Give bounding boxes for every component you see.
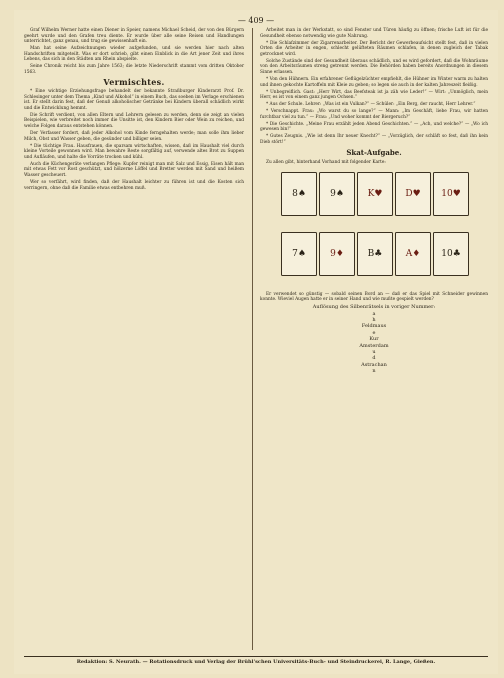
card-suit: ♣ bbox=[374, 248, 383, 259]
article-paragraph: Arbeitet man in der Werkstatt, so sind Fenster und Türen häufig zu öffnen; frische Luft ist für die Gesundheit ebenso notwendig wie gute Nahrung. bbox=[260, 28, 488, 39]
card-rank: 7 bbox=[292, 248, 298, 259]
puzzle-text: Er verwendet so günstig — sobald seinen Bord an — daß er das Spiel mit Schneider gewinnen konnte. Wieviel Augen hatte er in seiner Hand und wie mußte gespielt werden? bbox=[260, 291, 488, 303]
card-suit: ♦ bbox=[335, 248, 344, 259]
puzzle-title: Skat-Aufgabe. bbox=[346, 148, 402, 158]
puzzle-intro: Zu allen gibt, hinterhand Vorhand mit folgender Karte: bbox=[266, 160, 386, 165]
card-rank: D bbox=[405, 188, 413, 199]
article-paragraph: * Eine wichtige Erziehungsfrage behandelt der bekannte Straßburger Kinderarzt Prof. Dr. Schlesinger unter dem Thema „Kind und Alkohol“ in einem Buch, das soeben im Verlage erschienen ist. Er stellt darin fest, daß der Genuß alkoholischer Getränke bei Kindern überall schädlich wirkt und die Entwicklung hemmt. bbox=[24, 89, 244, 111]
card-rank: K bbox=[367, 188, 375, 199]
card-rank: 8 bbox=[292, 188, 298, 199]
page-number: — 409 — bbox=[237, 16, 275, 25]
article-paragraph: * Von den Hühnern. Ein erfahrener Geflügelzüchter empfiehlt, die Hühner im Winter warm zu halten und ihnen gekochte Kartoffeln mit Kleie zu geben; so legen sie auch in der kalten Jahreszeit fleißig. bbox=[260, 76, 488, 88]
card-layout bbox=[279, 170, 469, 288]
playing-card bbox=[433, 172, 469, 216]
playing-card bbox=[319, 232, 355, 276]
joke-item: * Die Geschichte. „Meine Frau erzählt jeden Abend Geschichten.“ — „Ach, und welche?“ — „Wo ich gewesen bin!“ bbox=[260, 121, 488, 133]
card-suit: ♥ bbox=[374, 188, 383, 199]
imprint-footer: Redaktion: S. Neurath. — Rotationsdruck und Verlag der Brühl'schen Universitäts-Buch- und Steindruckerei, R. Lange, Gießen. bbox=[24, 656, 488, 665]
answer-line: Feldmaus bbox=[361, 323, 387, 330]
answer-line: e bbox=[372, 329, 376, 336]
newspaper-page bbox=[14, 10, 498, 674]
article-paragraph: * Die Schlafzimmer der Zigarrenarbeiter. Der Bericht der Gewerbeaufsicht stellt fest, daß in vielen Orten die Arbeiter in engen, schlecht gelüfteten Räumen schlafen, in denen zugleich der Tabak getrocknet wird. bbox=[260, 40, 488, 57]
article-paragraph: Wer so verfährt, wird finden, daß der Haushalt leichter zu führen ist und die Kosten sich verringern, ohne daß die Familie etwas entbehren muß. bbox=[24, 179, 244, 191]
answer-line: a bbox=[372, 310, 376, 317]
card-suit: ♣ bbox=[452, 248, 461, 259]
joke-item: * Verschnappt. Frau: „Wo warst du so lange?“ — Mann: „Im Geschäft, liebe Frau, wir hatten furchtbar viel zu tun.“ — Frau: „Und woher kommt der Biergeruch?“ bbox=[260, 109, 488, 120]
playing-card bbox=[433, 232, 469, 276]
answer-line: Amsterdam bbox=[359, 342, 389, 349]
card-suit: ♠ bbox=[297, 188, 306, 199]
right-column bbox=[260, 28, 488, 375]
card-rank: 9 bbox=[330, 248, 336, 259]
left-column bbox=[24, 28, 244, 193]
joke-item: * Gutes Zeugnis. „Wie ist denn Ihr neuer Knecht?“ — „Vorzüglich, der schläft so fest, daß ihn kein Dieb stört!“ bbox=[260, 134, 488, 145]
answer-title: Auflösung des Silbenrätsels in voriger Nummer: bbox=[312, 304, 436, 311]
card-suit: ♠ bbox=[335, 188, 344, 199]
playing-card bbox=[395, 232, 431, 276]
card-rank: 10 bbox=[441, 188, 453, 199]
article-paragraph: Die Schrift verdient, von allen Eltern und Lehrern gelesen zu werden, denn sie zeigt an vielen Beispielen, wie verbreitet noch immer die Unsitte ist, den Kindern Bier oder Wein zu reichen, und welche Folgen daraus entstehen können. bbox=[24, 112, 244, 130]
intro-paragraph: Graf Wilhelm Werner hatte einen Diener in Speier, namens Michael Scheid, der von den Bürgern geehrt wurde und den Grafen treu diente. Er wurde über alle seine Reisen und Handlungen unterrichtet, ganz genau, und trug sie gewissenhaft ein. bbox=[24, 28, 244, 45]
article-paragraph: Solche Zustände sind der Gesundheit überaus schädlich, und es wird gefordert, daß die Wohnräume von den Arbeitsräumen streng getrennt werden. Die Behörden haben bereits Anordnungen in diesem Sinne erlassen. bbox=[260, 58, 488, 75]
card-rank: B bbox=[367, 248, 375, 259]
answer-line: d bbox=[372, 355, 376, 362]
playing-card bbox=[395, 172, 431, 216]
article-paragraph: Auch die Küchengeräte verlangen Pflege: Kupfer reinigt man mit Salz und Essig, Eisen hält man mit etwas Fett vor Rost geschützt, und hölzerne Löffel und Bretter werden mit Sand und heißem Wasser gescheuert. bbox=[24, 161, 244, 178]
intro-paragraph: Seine Chronik reicht bis zum Jahre 1563; die letzte Niederschrift stammt vom dritten Oktober 1563. bbox=[24, 64, 244, 75]
answer-line: u bbox=[372, 349, 376, 356]
answer-line: n bbox=[372, 368, 376, 375]
joke-item: * Aus der Schule. Lehrer: „Was ist ein Vulkan?“ — Schüler: „Ein Berg, der raucht, Herr Lehrer.“ bbox=[266, 102, 476, 108]
card-suit: ♥ bbox=[452, 188, 461, 199]
column-divider bbox=[252, 28, 253, 650]
card-suit: ♦ bbox=[412, 248, 421, 259]
card-rank: 9 bbox=[330, 188, 336, 199]
answer-line: Kur bbox=[369, 336, 379, 343]
article-paragraph: * Die tüchtige Frau. Hausfrauen, die sparsam wirtschaften, wissen, daß im Haushalt viel durch kleine Vorteile gewonnen wird. Man bewahre Reste sorgfältig auf, verwende altes Brot zu Suppen und Aufläufen, und halte die Vorräte trocken und kühl. bbox=[24, 143, 244, 160]
playing-card bbox=[281, 232, 317, 276]
answer-line: Astrachan bbox=[361, 361, 387, 368]
card-suit: ♠ bbox=[297, 248, 306, 259]
card-suit: ♥ bbox=[412, 188, 421, 199]
article-paragraph: Der Verfasser fordert, daß jeder Alkohol vom Kinde ferngehalten werde; man solle ihm lieber Milch, Obst und Wasser geben, die gesünder und billiger seien. bbox=[24, 131, 244, 142]
card-rank: 10 bbox=[441, 248, 453, 259]
playing-card bbox=[281, 172, 317, 216]
answer-line: h bbox=[372, 316, 376, 323]
playing-card bbox=[357, 232, 393, 276]
playing-card bbox=[357, 172, 393, 216]
intro-paragraph: Man hat seine Aufzeichnungen wieder aufgefunden, und sie werden hier nach alten Handschriften mitgeteilt. Was er dort schrieb, gibt einen Einblick in die Art jener Zeit und ihres Lebens, das sich in den Städten am Rhein abspielte. bbox=[24, 46, 244, 63]
playing-card bbox=[319, 172, 355, 216]
section-heading: Vermischtes. bbox=[103, 76, 165, 87]
joke-item: * Unbegreiflich. Gast: „Herr Wirt, das Beefsteak ist ja zäh wie Leder!“ — Wirt: „Unmöglich, mein Herr, es ist von einem ganz jungen Ochsen.“ bbox=[260, 89, 488, 101]
card-rank: A bbox=[405, 248, 413, 259]
